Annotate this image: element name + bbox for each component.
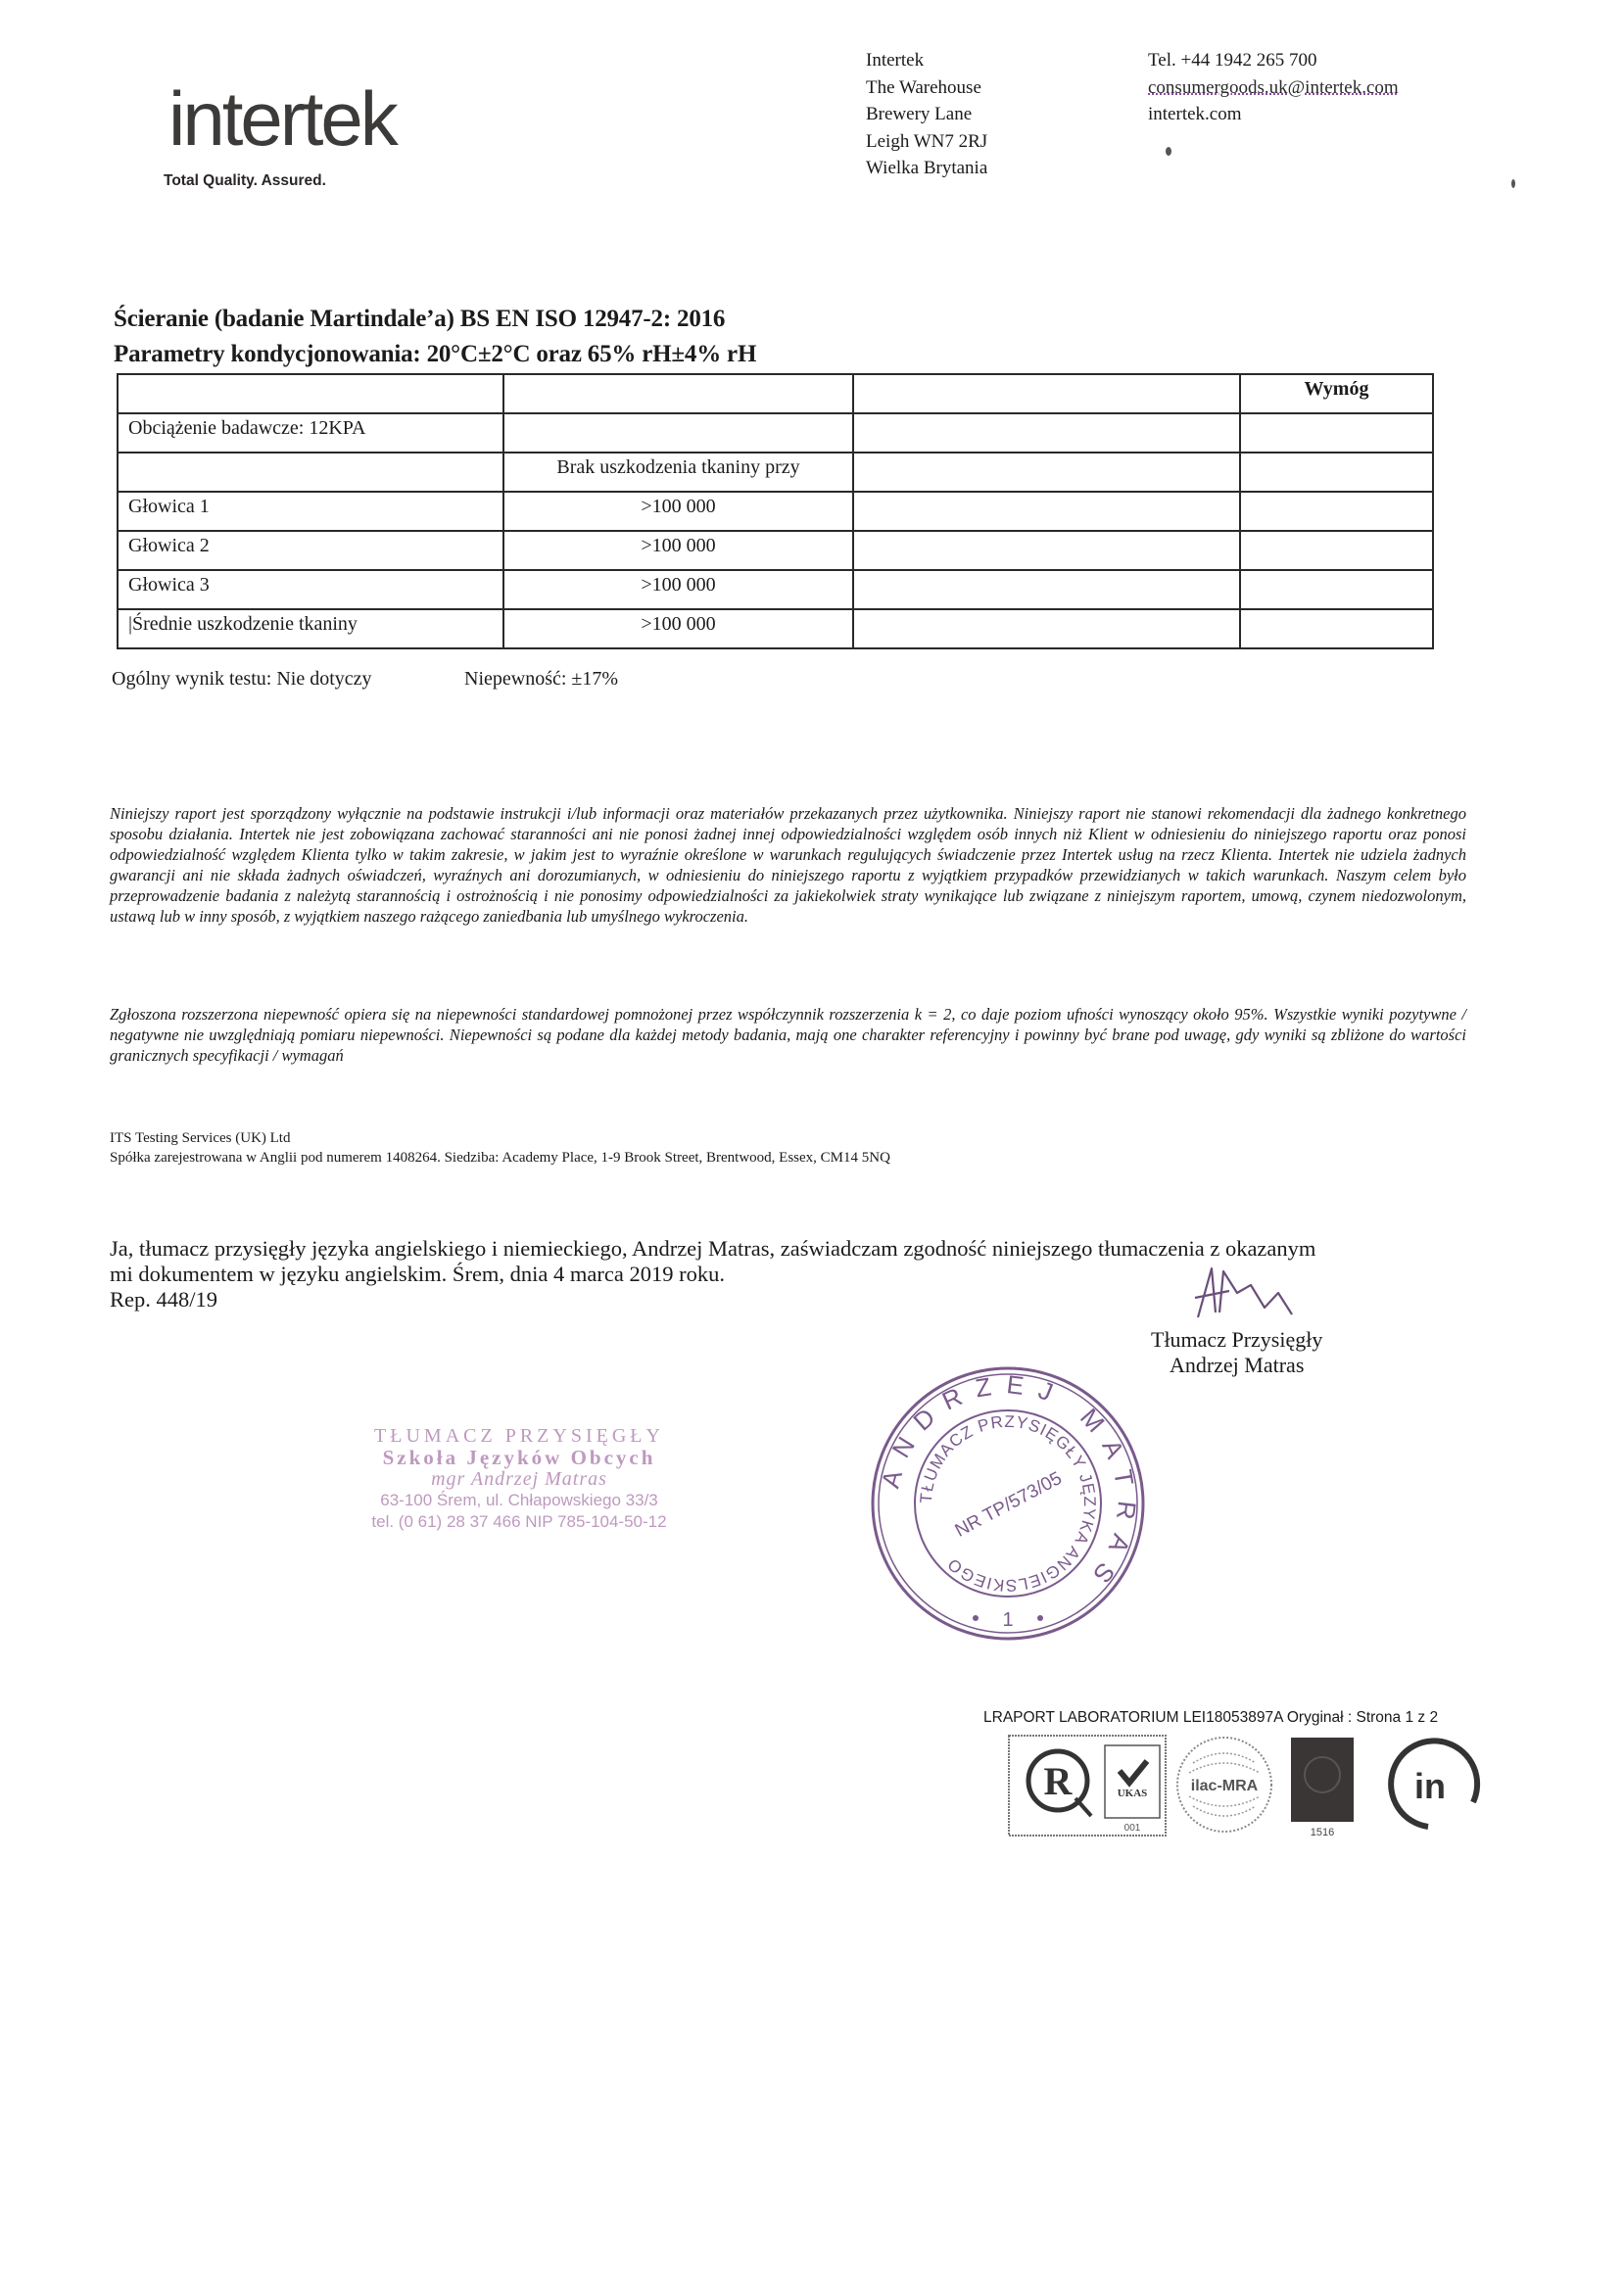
logo-tagline: Total Quality. Assured. xyxy=(164,172,326,189)
report-reference: LRAPORT LABORATORIUM LEI18053897A Oryginał : Strona 1 z 2 xyxy=(983,1709,1439,1726)
row-value: >100 000 xyxy=(641,574,716,596)
uncertainty-value: Niepewność: ±17% xyxy=(464,668,619,690)
translator-office-stamp: TŁUMACZ PRZYSIĘGŁY Szkoła Języków Obcych mgr Andrzej Matras 63-100 Śrem, ul. Chłapowskiego 33/3 tel. (0 61) 28 37 466 NIP 785-104-50-12 xyxy=(371,1425,667,1531)
statement-line: Ja, tłumacz przysięgły języka angielskiego i niemieckiego, Andrzej Matras, zaświadczam zgodność niniejszego tłumaczenia z okazanym xyxy=(110,1236,1316,1261)
svg-text:ANDRZEJ MATRAS: ANDRZEJ MATRAS xyxy=(875,1369,1142,1600)
ilac-mra-logo xyxy=(1177,1738,1271,1832)
table-row xyxy=(118,453,1433,492)
table-row xyxy=(118,492,1433,531)
row-value: >100 000 xyxy=(641,613,716,635)
table-row xyxy=(118,609,1433,648)
table-row xyxy=(118,413,1433,453)
table-row xyxy=(118,374,1433,413)
intertek-in-logo xyxy=(1391,1741,1477,1827)
signature-block xyxy=(1151,1327,1322,1378)
requirement-header: Wymóg xyxy=(1304,378,1369,400)
scan-speck xyxy=(1511,179,1515,188)
translator-statement xyxy=(110,1236,1559,1312)
signature-title: Tłumacz Przysięgły xyxy=(1151,1327,1323,1352)
svg-text:TŁUMACZ PRZYSIĘGŁY JĘZYKA ANGI: TŁUMACZ PRZYSIĘGŁY JĘZYKA ANGIELSKIEGO xyxy=(916,1411,1100,1596)
scan-speck xyxy=(1166,147,1171,156)
svg-text:1516: 1516 xyxy=(1310,1827,1335,1838)
overall-result: Ogólny wynik testu: Nie dotyczy xyxy=(112,668,372,690)
svg-text:1: 1 xyxy=(1002,1609,1014,1631)
svg-text:NR TP/573/05: NR TP/573/05 xyxy=(951,1467,1066,1542)
table-row xyxy=(118,570,1433,609)
address-block xyxy=(866,47,987,182)
results-table xyxy=(117,373,1434,649)
test-load-label: Obciążenie badawcze: 12KPA xyxy=(128,417,366,439)
sworn-translator-seal-icon xyxy=(866,1361,1150,1646)
test-title: Ścieranie (badanie Martindale’a) BS EN ISO 12947-2: 2016 xyxy=(114,306,726,332)
conditioning-parameters: Parametry kondycjonowania: 20°C±2°C oraz 65% rH±4% rH xyxy=(114,341,757,367)
address-line: Leigh WN7 2RJ xyxy=(866,130,988,152)
contact-block xyxy=(1148,47,1399,128)
registered-r-logo xyxy=(1009,1736,1166,1836)
company-info xyxy=(110,1128,890,1168)
company-name: ITS Testing Services (UK) Ltd xyxy=(110,1130,291,1146)
disclaimer-paragraph: Niniejszy raport jest sporządzony wyłącznie na podstawie instrukcji i/lub informacji oraz materiałów przekazanych przez użytkownika. Niniejszy raport nie stanowi rekomendacji dla żadnego konkretnego sposobu działania. Intertek nie jest zobowiązana zachować staranności ani nie ponosi żadnej innej odpowiedzialności względem osób innych niż Klient w odniesieniu do niniejszego raportu oraz ponosi odpowiedzialność względem Klienta tylko w takim zakresie, w jakim jest to wyraźnie określone w warunkach regulujących świadczenie przez Intertek usług na rzecz Klienta. Intertek nie udziela żadnych gwarancji ani nie składa żadnych oświadczeń, wyraźnych ani dorozumianych, w odniesieniu do niniejszego raportu z wyjątkiem przypadków przewidzianych w takich warunkach. Naszym celem było przeprowadzenie badania z należytą starannością i ostrożnością i nie ponosimy odpowiedzialności za jakiekolwiek straty wynikające lub związane z niniejszym raportem, umową, czynem niedozwolonym, ustawą lub w inny sposób, z wyjątkiem naszego rażącego zaniedbania lub umyślnego wykroczenia. xyxy=(110,804,1466,926)
intertek-logo: intertek xyxy=(168,75,396,162)
repertory-number: Rep. 448/19 xyxy=(110,1287,217,1312)
ukas-management-logo xyxy=(1105,1745,1160,1834)
address-line: Intertek xyxy=(866,50,925,71)
phone-number: Tel. +44 1942 265 700 xyxy=(1148,50,1317,71)
website-link[interactable]: intertek.com xyxy=(1148,104,1242,124)
company-registration: Spółka zarejestrowana w Anglii pod numerem 1408264. Siedziba: Academy Place, 1-9 Brook Street, Brentwood, Essex, CM14 5NQ xyxy=(110,1150,890,1166)
svg-text:R: R xyxy=(1043,1759,1073,1803)
signature-name: Andrzej Matras xyxy=(1169,1353,1305,1377)
svg-text:in: in xyxy=(1414,1766,1446,1806)
signature-icon xyxy=(1190,1264,1317,1332)
table-row xyxy=(118,531,1433,570)
accreditation-logos xyxy=(1007,1734,1497,1841)
statement-line: mi dokumentem w języku angielskim. Śrem, dnia 4 marca 2019 roku. xyxy=(110,1262,725,1286)
row-label: |Średnie uszkodzenie tkaniny xyxy=(128,613,358,635)
address-line: Wielka Brytania xyxy=(866,158,988,178)
row-label: Głowica 3 xyxy=(128,574,210,596)
svg-text:001: 001 xyxy=(1123,1823,1141,1834)
row-label: Głowica 1 xyxy=(128,496,210,517)
email-link[interactable]: consumergoods.uk@intertek.com xyxy=(1148,76,1399,98)
ukas-testing-logo xyxy=(1291,1738,1354,1838)
svg-text:ilac-MRA: ilac-MRA xyxy=(1190,1778,1259,1794)
address-line: Brewery Lane xyxy=(866,104,973,124)
row-label: Głowica 2 xyxy=(128,535,210,556)
row-value: >100 000 xyxy=(641,535,716,556)
address-line: The Warehouse xyxy=(866,76,981,98)
uncertainty-note: Zgłoszona rozszerzona niepewność opiera się na niepewności standardowej pomnożonej przez współczynnik rozszerzenia k = 2, co daje poziom ufności wynoszący około 95%. Wszystkie wyniki pozytywne / negatywne nie uwzględniają pomiaru niepewności. Niepewności są podane dla każdej metody badania, mają one charakter referencyjny i powinny być brane pod uwagę, gdy wyniki są zbliżone do wartości granicznych specyfikacji / wymagań xyxy=(110,1005,1466,1065)
svg-text:UKAS: UKAS xyxy=(1117,1788,1148,1799)
row-value: >100 000 xyxy=(641,496,716,517)
column-header: Brak uszkodzenia tkaniny przy xyxy=(556,456,800,478)
